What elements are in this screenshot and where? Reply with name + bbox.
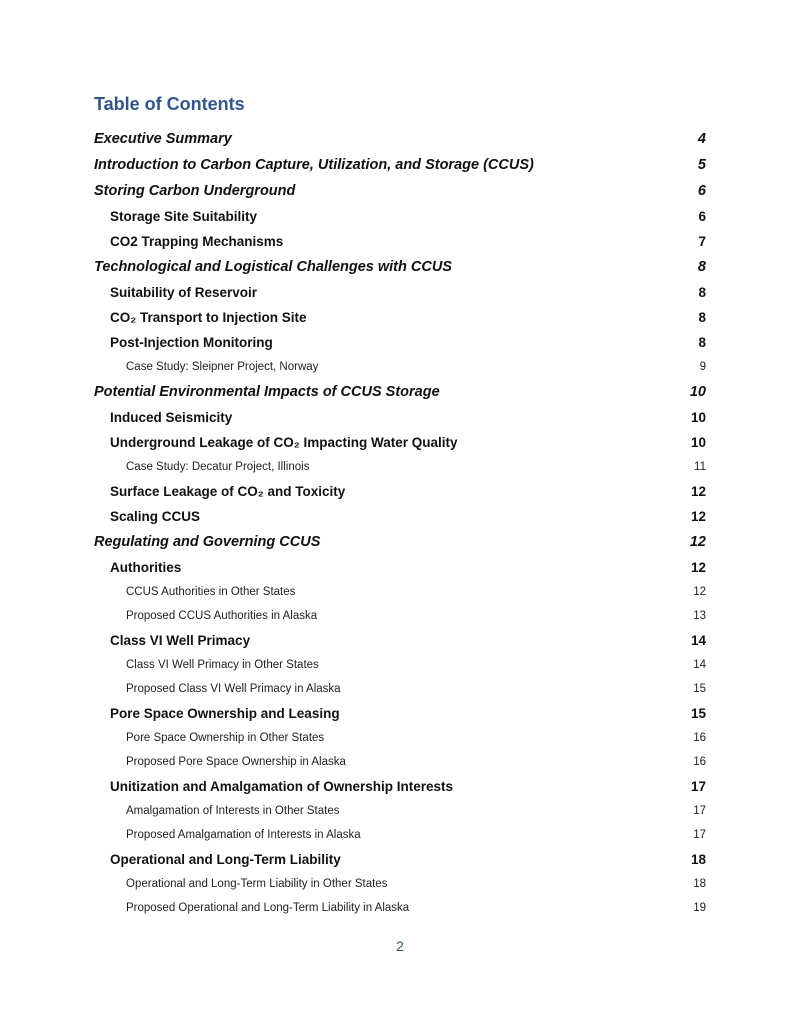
toc-entry-page: 12 — [690, 509, 706, 524]
toc-entry-page: 18 — [690, 852, 706, 867]
toc-list — [94, 126, 706, 920]
toc-entry-page: 14 — [693, 659, 706, 671]
toc-entry-label: Executive Summary — [94, 131, 232, 147]
toc-entry[interactable] — [94, 430, 706, 455]
toc-entry[interactable] — [94, 750, 706, 774]
toc-entry-label: Operational and Long-Term Liability — [110, 852, 341, 867]
toc-entry-label: Post-Injection Monitoring — [110, 335, 273, 350]
toc-entry-page: 15 — [693, 683, 706, 695]
toc-entry-page: 17 — [693, 829, 706, 841]
toc-entry-page: 18 — [693, 878, 706, 890]
toc-entry-label: Regulating and Governing CCUS — [94, 534, 321, 550]
toc-entry[interactable] — [94, 726, 706, 750]
toc-entry-label: Class VI Well Primacy in Other States — [126, 659, 319, 671]
toc-entry-page: 6 — [697, 183, 706, 199]
toc-entry-page: 10 — [690, 435, 706, 450]
toc-entry-page: 16 — [693, 732, 706, 744]
toc-entry-label: Pore Space Ownership and Leasing — [110, 706, 340, 721]
toc-entry-page: 17 — [693, 805, 706, 817]
toc-entry[interactable] — [94, 580, 706, 604]
toc-entry-page: 13 — [693, 610, 706, 622]
toc-entry-page: 12 — [690, 484, 706, 499]
toc-entry-label: Potential Environmental Impacts of CCUS Storage — [94, 384, 440, 400]
toc-entry-page: 8 — [698, 310, 706, 325]
toc-entry[interactable] — [94, 529, 706, 555]
toc-entry[interactable] — [94, 504, 706, 529]
toc-entry-page: 16 — [693, 756, 706, 768]
toc-entry-page: 12 — [689, 534, 706, 550]
toc-entry-page: 4 — [697, 131, 706, 147]
toc-entry[interactable] — [94, 280, 706, 305]
toc-entry[interactable] — [94, 204, 706, 229]
toc-entry-page: 8 — [698, 285, 706, 300]
toc-entry-page: 10 — [689, 384, 706, 400]
toc-entry-label: Surface Leakage of CO₂ and Toxicity — [110, 484, 346, 499]
toc-entry[interactable] — [94, 126, 706, 152]
toc-entry-page: 8 — [697, 259, 706, 275]
toc-entry-label: Case Study: Sleipner Project, Norway — [126, 361, 319, 373]
toc-entry-page: 12 — [690, 560, 706, 575]
page-number: 2 — [396, 938, 404, 954]
toc-entry-label: Pore Space Ownership in Other States — [126, 732, 325, 744]
toc-entry[interactable] — [94, 847, 706, 872]
toc-entry-label: CO₂ Transport to Injection Site — [110, 310, 307, 325]
toc-entry-page: 12 — [693, 586, 706, 598]
toc-entry[interactable] — [94, 604, 706, 628]
toc-entry-label: Proposed Class VI Well Primacy in Alaska — [126, 683, 341, 695]
toc-entry-label: Amalgamation of Interests in Other States — [126, 805, 340, 817]
toc-entry-page: 17 — [690, 779, 706, 794]
toc-title: Table of Contents — [94, 94, 245, 114]
toc-entry-label: CCUS Authorities in Other States — [126, 586, 296, 598]
toc-entry[interactable] — [94, 405, 706, 430]
toc-entry-label: Operational and Long-Term Liability in Other States — [126, 878, 388, 890]
toc-entry[interactable] — [94, 330, 706, 355]
toc-entry[interactable] — [94, 701, 706, 726]
toc-entry[interactable] — [94, 677, 706, 701]
toc-entry[interactable] — [94, 479, 706, 504]
toc-entry[interactable] — [94, 555, 706, 580]
toc-entry-page: 10 — [690, 410, 706, 425]
toc-entry-page: 7 — [698, 234, 706, 249]
toc-entry-page: 6 — [698, 209, 706, 224]
toc-entry[interactable] — [94, 628, 706, 653]
toc-entry-label: Authorities — [110, 560, 182, 575]
toc-entry-label: Proposed CCUS Authorities in Alaska — [126, 610, 318, 622]
toc-entry[interactable] — [94, 254, 706, 280]
toc-entry[interactable] — [94, 653, 706, 677]
toc-entry-label: Introduction to Carbon Capture, Utilization, and Storage (CCUS) — [94, 157, 534, 173]
toc-entry-label: Proposed Pore Space Ownership in Alaska — [126, 756, 346, 768]
toc-entry-page: 15 — [690, 706, 706, 721]
toc-entry-label: Technological and Logistical Challenges with CCUS — [94, 259, 452, 275]
toc-entry-label: Case Study: Decatur Project, Illinois — [126, 461, 310, 473]
toc-entry-label: Underground Leakage of CO₂ Impacting Water Quality — [110, 435, 458, 450]
toc-entry-label: Suitability of Reservoir — [110, 285, 258, 300]
toc-entry-label: CO2 Trapping Mechanisms — [110, 234, 284, 249]
toc-entry-label: Scaling CCUS — [110, 509, 201, 524]
toc-entry-label: Proposed Operational and Long-Term Liability in Alaska — [126, 902, 410, 914]
toc-entry[interactable] — [94, 178, 706, 204]
toc-entry-label: Unitization and Amalgamation of Ownership Interests — [110, 779, 454, 794]
toc-entry-label: Storage Site Suitability — [110, 209, 258, 224]
toc-entry-page: 11 — [694, 461, 706, 473]
toc-entry-page: 8 — [698, 335, 706, 350]
toc-entry[interactable] — [94, 823, 706, 847]
toc-entry[interactable] — [94, 799, 706, 823]
toc-entry[interactable] — [94, 455, 706, 479]
toc-entry[interactable] — [94, 774, 706, 799]
toc-entry[interactable] — [94, 229, 706, 254]
toc-entry-page: 19 — [693, 902, 706, 914]
toc-entry[interactable] — [94, 872, 706, 896]
toc-entry[interactable] — [94, 355, 706, 379]
toc-entry-label: Induced Seismicity — [110, 410, 233, 425]
toc-entry-page: 5 — [697, 157, 706, 173]
toc-entry[interactable] — [94, 896, 706, 920]
toc-entry-label: Storing Carbon Underground — [94, 183, 296, 199]
toc-entry-label: Class VI Well Primacy — [110, 633, 251, 648]
toc-entry[interactable] — [94, 305, 706, 330]
toc-entry-page: 14 — [690, 633, 706, 648]
toc-entry[interactable] — [94, 379, 706, 405]
toc-entry-page: 9 — [699, 361, 706, 373]
toc-entry[interactable] — [94, 152, 706, 178]
toc-entry-label: Proposed Amalgamation of Interests in Alaska — [126, 829, 361, 841]
